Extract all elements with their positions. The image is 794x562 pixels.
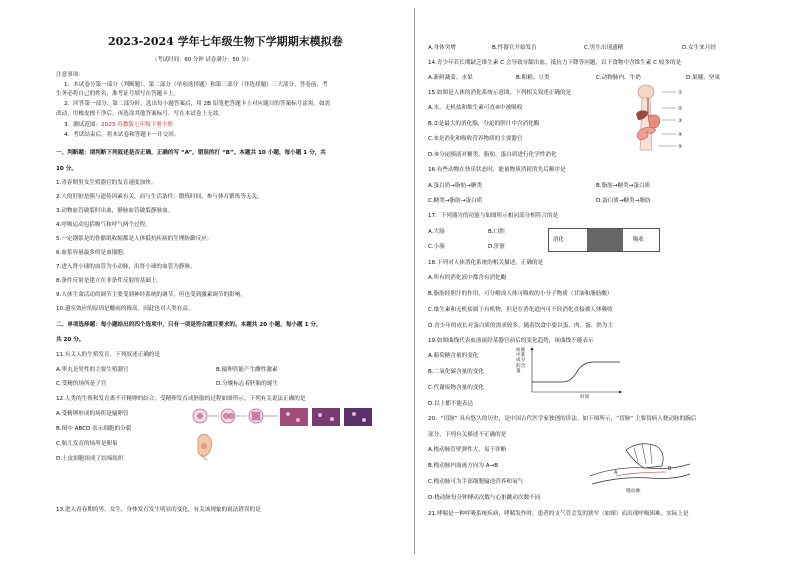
blood-curve-figure [516, 346, 626, 404]
q19-option-b: B.二氧化碳含量的变化 [428, 369, 484, 375]
q11-option-a: A.睾丸是男性的主要生殖器官 [56, 367, 129, 373]
q17-option-d: D.肝脏 [488, 244, 506, 250]
q14-option-a: A.新鲜蔬菜、水果 [428, 75, 473, 81]
q17-option-c: C.小肠 [428, 244, 445, 250]
part1-heading: 10 分。 [56, 166, 77, 172]
q12-option-b: B.图中 ABCD 表示细胞的分裂 [56, 426, 132, 432]
q14-option-c: C.动物肺内、牛奶 [596, 75, 641, 81]
q19-option-a: A.葡萄糖含量的变化 [428, 353, 479, 359]
q20-stem: 部分，下列有关描述不正确的是 [428, 432, 507, 438]
q13-option-c: C.男生出现遗精 [584, 45, 624, 51]
embryo-development-figure [188, 406, 376, 464]
pulse-figure-label: 桡动脉 [626, 489, 641, 494]
notice-line: 2．回答第一部分、第二部分时，选出每小题答案后，用 2B 铅笔把答题卡上对应题目的答案标号涂黑。如需 [64, 101, 331, 107]
notice-line [64, 121, 173, 129]
q11-stem: 11.有关人的生殖发育，下列叙述正确的是 [56, 352, 160, 358]
judge-item: 3.动物血管破裂时出血，静脉血管破裂静脉血。 [56, 208, 174, 214]
q20-stem: 20．“切脉” 具有悠久的历史，是中国古代医学家独创的诊法。如下图所示，“切脉” 主要切病人桡动脉的腕后 [428, 416, 697, 422]
judge-item: 9.人体生命活动的调节主要受到神经系统的调节，但也受到激素调节的影响。 [56, 292, 246, 298]
q16-option-b: B.脂肪→糖类→蛋白质 [596, 183, 651, 189]
q15-option-c: C.⑤是消化和吸收营养物质的主要器官 [428, 136, 523, 142]
ratio-bar-left-label: 消化 [553, 237, 564, 243]
notice-line: 生务必将自己的姓名、准考证号填写在答题卡上。 [56, 91, 180, 97]
svg-text:②: ② [678, 106, 683, 112]
q14-option-b: B.粗粮、豆类 [516, 75, 550, 81]
part2-heading: 二、单项选择题：每小题给出的四个选项中，只有一项是符合题目要求的。本题共 20 小题，每小题 1 分， [56, 322, 322, 328]
q11-option-b: B.输卵管能产生雌性激素 [216, 367, 278, 373]
q16-option-d: D.蛋白质→糖类→脂肪 [596, 198, 651, 204]
q21-stem: 21.哮喘是一种呼吸系统疾病，哮喘发作时，患者的支气管会发的狭窄（如图）而出现呼吸困难，实际上是 [428, 511, 689, 517]
q14-stem: 14.青少年若长期缺乏维生素 C 会导致牙龈出血、抵抗力下降等问题，以下食物中含维生素 C 较多的是 [428, 60, 682, 66]
judge-item: 5.一定钢浆是的骨骼肌收缩都是人体抵抗疾病的生理防御反应。 [56, 236, 213, 242]
judge-item: 6.血浆容量最多的是血细胞。 [56, 250, 129, 256]
judge-item: 2.人的肝脏是胰与遗传因素有关，而与生活条件、锻炼时间、参与体育锻炼等无关。 [56, 194, 263, 200]
notice-line: 1．本试卷分第一部分（判断题）、第二部分（单项选择题）和第三部分（非选择题）三大部分。答卷前，考 [64, 82, 328, 88]
q12-option-c: C.胎儿发育的场所是卵巢 [56, 441, 118, 447]
svg-text:⑤: ⑤ [678, 144, 683, 150]
q19-option-d: D.以上都不能表达 [428, 401, 474, 407]
curve-x-label: 时间 [580, 395, 590, 400]
curve-y-label: 血液中某成分的含量 [516, 348, 526, 374]
q15-option-a: A.水、无机盐和维生素可直⑥中被吸收 [428, 105, 523, 111]
svg-text:B: B [668, 466, 672, 472]
q20-option-c: C.桡动脉可为手部细胞输送营养和氧气 [428, 479, 524, 485]
q13-option-d: D.女生来月经 [682, 45, 717, 51]
q19-option-c: C.代谢废物含量的变化 [428, 385, 485, 391]
q20-option-b: B.桡动脉内血流方向为 A→B [428, 463, 499, 469]
judge-item: 8.条件反射是建立在非条件反射的基础上。 [56, 278, 163, 284]
scope-label: 3．测试范围： [64, 122, 102, 128]
notice-line: 4．考试结束后，将本试卷和答题卡一并交回。 [64, 132, 180, 138]
q20-option-d: D.桡动脉每分钟搏动次数与心脏跳动次数不同 [428, 495, 541, 501]
svg-text:④: ④ [678, 132, 683, 138]
q19-stem: 19.如图曲线代表血液流经某器官前后的变化趋势，该曲线不能表示 [428, 338, 594, 344]
q12-option-a: A.受精卵形成的场所是输卵管 [56, 411, 129, 417]
judge-item: 1.青春期男女生殖器官的发育速度加快。 [56, 180, 157, 186]
judge-item: 10.遗室效应的原因是酸雨的推高，因此也对人类有益。 [56, 306, 194, 312]
q16-option-c: C.糖类→脂肪→蛋白质 [428, 198, 483, 204]
q11-option-c: C.受精的场所是子宫 [56, 381, 107, 387]
q14-option-d: D.果脯、坚果 [686, 75, 721, 81]
q11-option-d: D.分娩标志着胚胎的诞生 [216, 381, 279, 387]
part2-heading: 共 20 分。 [56, 337, 85, 343]
exam-title: 2023-2024 学年七年级生物下学期期末模拟卷 [108, 35, 343, 48]
q20-option-a: A.桡动脉管壁弹性大，易于诊断 [428, 447, 507, 453]
scope-value: 2023 苏教版七年级下册全册 [101, 122, 174, 128]
ratio-bar-right-label: 吸收 [633, 237, 644, 243]
q12-stem: 12.人类的生殖和发育离不开精卵的结合，受精卵发育成胚胎的过程如图所示。下列有关说法正确的是 [56, 396, 306, 402]
q13-option-a: A.身体突增 [428, 45, 456, 51]
q18-option-a: A.所有的消化液中都含有消化酶 [428, 275, 507, 281]
ratio-bar-figure [548, 228, 660, 252]
notice-heading: 注意事项： [56, 72, 84, 78]
ratio-bar-shaded [587, 229, 623, 251]
q18-option-b: B.脂肪经胆汁的作用，可分解成人体可吸收的小分子物质（甘油和脂肪酸） [428, 291, 613, 297]
judge-item: 7.进入肾小球的血管为小动脉，出肾小球的血管为静脉。 [56, 264, 196, 270]
q16-stem: 16.有些动物在快乐状态时，能量物质消耗的先后顺序是 [428, 167, 566, 173]
q13-option-b: B.性器官开始发育 [492, 45, 537, 51]
right-column [420, 0, 794, 562]
q15-stem: 15.如图是人体的消化系统示意图，下列相关叙述正确的是 [428, 90, 572, 96]
q17-option-a: A.大肠 [428, 229, 445, 235]
svg-text:③: ③ [678, 118, 683, 124]
q15-option-d: D.⑥分泌胰液对糖类、脂肪、蛋白质进行化学性消化 [428, 152, 557, 158]
q15-option-b: B.②是最大的消化腺，分泌的胆汁中含消化酶 [428, 121, 540, 127]
q12-option-d: D.上皮细胞组成了结缔组织 [56, 456, 124, 462]
pulse-figure [586, 436, 696, 498]
notice-line: 改动，用橡皮擦干净后，再选涂其他答案标号。写在本试卷上无效。 [56, 111, 224, 117]
svg-text:A: A [614, 470, 618, 476]
column-divider [414, 8, 415, 554]
svg-text:①: ① [678, 90, 683, 96]
q17-option-b: B.口腔 [488, 229, 505, 235]
digestive-system-figure [618, 84, 692, 156]
q18-option-c: C.维生素和无机盐属于有机物，但是在消化道内可不经消化直接被人体吸收 [428, 307, 613, 313]
part1-heading: 一、判断题：请判断下列叙述是否正确，正确的写 “A”，错误的打 “B”。本题共 10 小题，每小题 1 分，共 [56, 150, 326, 156]
q13-stem: 13.进入青春期的男、女生，身体发育发生明显的变化，有关该现象的说法错误的是 [56, 507, 261, 513]
q18-stem: 18.下列对人体消化系统的相关描述，正确的是 [428, 260, 544, 266]
q16-option-a: A.蛋白质→脂肪→糖类 [428, 183, 483, 189]
judge-item: 4.呼吸运动包括吸气和呼气两个过程。 [56, 222, 151, 228]
exam-subtitle: （考试时间：60 分钟 试卷满分：50 分） [152, 57, 252, 63]
q18-option-d: D.青少年的成长对蛋白质的需求较多，随着饮食中要以蛋、肉、蛋、奶为主 [428, 323, 614, 329]
q17-stem: 17．下列器官的功能与如图所示相同部分相符合的是 [428, 213, 559, 219]
